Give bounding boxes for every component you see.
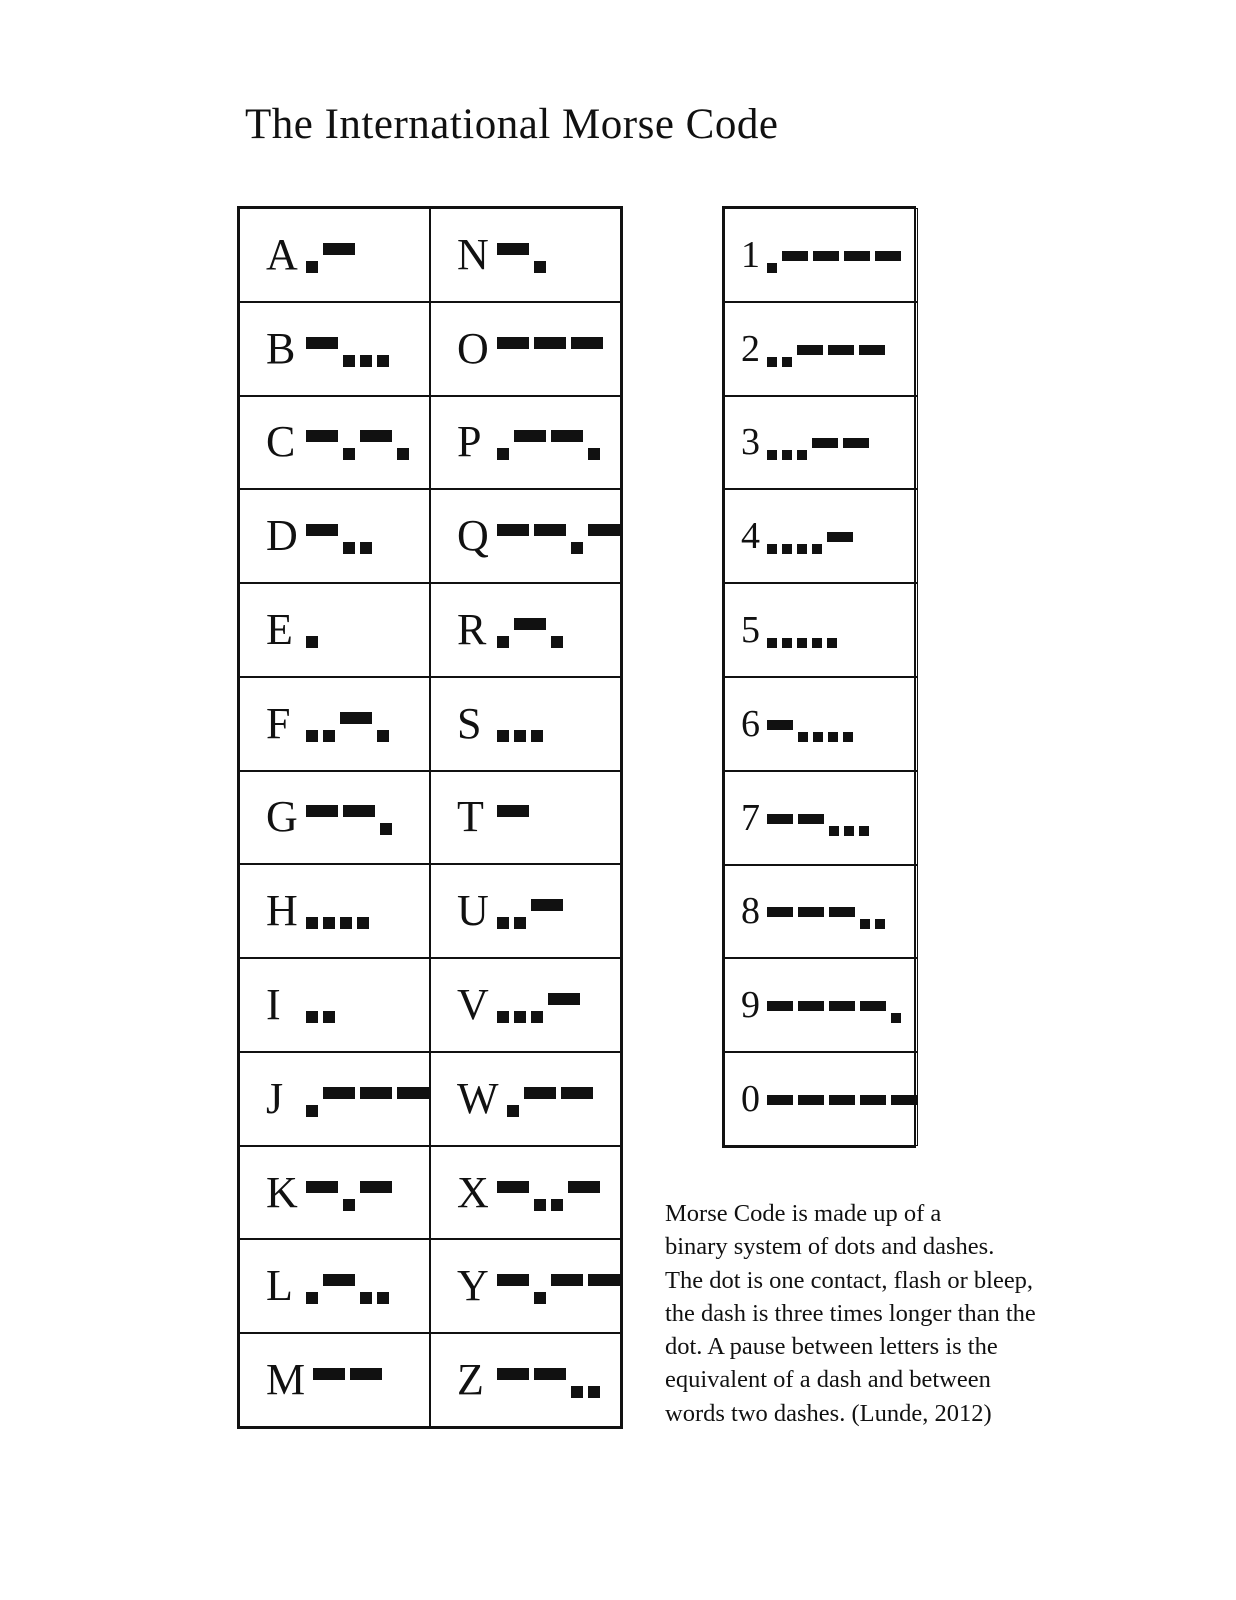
dash-mark xyxy=(827,532,853,542)
morse-code-symbols xyxy=(306,797,392,837)
dash-mark xyxy=(860,1001,886,1011)
morse-cell-t xyxy=(430,771,621,865)
morse-character: G xyxy=(266,792,298,842)
dot-mark xyxy=(306,917,318,929)
dot-mark xyxy=(875,919,885,929)
dash-mark xyxy=(323,1087,355,1099)
dash-mark xyxy=(798,1095,824,1105)
dot-mark xyxy=(497,917,509,929)
letters-table xyxy=(237,206,623,1429)
dot-mark xyxy=(497,1011,509,1023)
dot-mark xyxy=(798,732,808,742)
dash-mark xyxy=(767,814,793,824)
morse-character: Y xyxy=(457,1261,489,1311)
dot-mark xyxy=(343,542,355,554)
dash-mark xyxy=(797,345,823,355)
dash-mark xyxy=(306,524,338,536)
morse-character: W xyxy=(457,1073,499,1123)
dash-mark xyxy=(859,345,885,355)
dash-mark xyxy=(875,251,901,261)
dot-mark xyxy=(306,261,318,273)
morse-code-symbols xyxy=(313,1360,382,1400)
dash-mark xyxy=(813,251,839,261)
dash-mark xyxy=(829,1001,855,1011)
dash-mark xyxy=(343,805,375,817)
dot-mark xyxy=(812,638,822,648)
dot-mark xyxy=(306,730,318,742)
morse-character: E xyxy=(266,604,293,654)
dot-mark xyxy=(531,1011,543,1023)
dash-mark xyxy=(340,712,372,724)
morse-character: S xyxy=(457,698,482,748)
dash-mark xyxy=(588,524,620,536)
morse-code-symbols xyxy=(767,422,869,462)
dot-mark xyxy=(534,1292,546,1304)
morse-code-symbols xyxy=(767,235,901,275)
morse-cell-q xyxy=(430,489,621,583)
morse-code-symbols xyxy=(767,516,853,556)
morse-character: M xyxy=(266,1355,306,1405)
morse-character: C xyxy=(266,417,296,467)
dash-mark xyxy=(514,430,546,442)
morse-code-symbols xyxy=(767,985,901,1025)
morse-character: N xyxy=(457,229,489,279)
morse-character: 3 xyxy=(741,421,760,464)
morse-cell-b xyxy=(239,302,430,396)
dash-mark xyxy=(798,814,824,824)
dot-mark xyxy=(343,355,355,367)
dash-mark xyxy=(360,1087,392,1099)
morse-code-symbols xyxy=(497,797,529,837)
morse-code-symbols xyxy=(767,329,885,369)
dash-mark xyxy=(497,1368,529,1380)
morse-code-symbols xyxy=(497,235,546,275)
morse-code-symbols xyxy=(767,891,885,931)
dot-mark xyxy=(767,357,777,367)
dash-mark xyxy=(497,805,529,817)
morse-character: 6 xyxy=(741,702,760,745)
dot-mark xyxy=(377,355,389,367)
morse-character: X xyxy=(457,1167,489,1217)
morse-character: R xyxy=(457,604,487,654)
morse-cell-e xyxy=(239,583,430,677)
dash-mark xyxy=(568,1181,600,1193)
morse-cell-u xyxy=(430,864,621,958)
dash-mark xyxy=(313,1368,345,1380)
morse-character: 8 xyxy=(741,890,760,933)
morse-code-symbols xyxy=(507,1079,593,1119)
dash-mark xyxy=(767,720,793,730)
dash-mark xyxy=(360,430,392,442)
morse-code-symbols xyxy=(767,1079,917,1119)
morse-cell-c xyxy=(239,396,430,490)
morse-code-symbols xyxy=(497,329,603,369)
morse-character: 2 xyxy=(741,327,760,370)
dot-mark xyxy=(859,826,869,836)
morse-code-symbols xyxy=(497,1173,600,1213)
dot-mark xyxy=(812,544,822,554)
morse-cell-z xyxy=(430,1333,621,1427)
morse-cell-6 xyxy=(724,677,918,771)
dash-mark xyxy=(844,251,870,261)
dot-mark xyxy=(813,732,823,742)
dot-mark xyxy=(551,1199,563,1211)
dash-mark xyxy=(306,1181,338,1193)
dash-mark xyxy=(534,1368,566,1380)
morse-cell-y xyxy=(430,1239,621,1333)
morse-code-symbols xyxy=(306,1079,429,1119)
dash-mark xyxy=(571,337,603,349)
dash-mark xyxy=(798,907,824,917)
morse-code-symbols xyxy=(306,1266,389,1306)
dot-mark xyxy=(534,1199,546,1211)
dash-mark xyxy=(306,337,338,349)
dash-mark xyxy=(829,907,855,917)
morse-code-symbols xyxy=(497,985,580,1025)
morse-cell-5 xyxy=(724,583,918,677)
morse-character: 4 xyxy=(741,515,760,558)
morse-character: 5 xyxy=(741,609,760,652)
morse-code-symbols xyxy=(306,329,389,369)
dot-mark xyxy=(843,732,853,742)
morse-code-symbols xyxy=(497,891,563,931)
morse-cell-n xyxy=(430,208,621,302)
morse-character: Z xyxy=(457,1355,484,1405)
dash-mark xyxy=(397,1087,429,1099)
morse-code-symbols xyxy=(767,610,837,650)
dash-mark xyxy=(323,243,355,255)
morse-code-symbols xyxy=(306,704,389,744)
morse-character: L xyxy=(266,1261,293,1311)
dot-mark xyxy=(343,448,355,460)
morse-code-symbols xyxy=(306,610,318,650)
morse-cell-x xyxy=(430,1146,621,1240)
dash-mark xyxy=(828,345,854,355)
dot-mark xyxy=(380,823,392,835)
morse-character: J xyxy=(266,1073,284,1123)
dot-mark xyxy=(797,638,807,648)
morse-code-symbols xyxy=(306,235,355,275)
dot-mark xyxy=(306,1292,318,1304)
morse-cell-r xyxy=(430,583,621,677)
dot-mark xyxy=(340,917,352,929)
dot-mark xyxy=(514,1011,526,1023)
dot-mark xyxy=(571,542,583,554)
dash-mark xyxy=(551,1274,583,1286)
dot-mark xyxy=(497,636,509,648)
morse-cell-l xyxy=(239,1239,430,1333)
dot-mark xyxy=(514,730,526,742)
dot-mark xyxy=(343,1199,355,1211)
dot-mark xyxy=(306,1011,318,1023)
dot-mark xyxy=(829,826,839,836)
dot-mark xyxy=(782,450,792,460)
morse-character: O xyxy=(457,323,489,373)
morse-code-symbols xyxy=(497,1266,620,1306)
explanation-note xyxy=(665,1197,1105,1430)
morse-cell-7 xyxy=(724,771,918,865)
dash-mark xyxy=(561,1087,593,1099)
dash-mark xyxy=(497,1181,529,1193)
dash-mark xyxy=(588,1274,620,1286)
morse-character: H xyxy=(266,886,298,936)
morse-code-symbols xyxy=(306,985,335,1025)
dash-mark xyxy=(767,907,793,917)
dash-mark xyxy=(843,438,869,448)
digits-table xyxy=(722,206,916,1148)
dash-mark xyxy=(497,243,529,255)
morse-code-symbols xyxy=(497,704,543,744)
morse-cell-1 xyxy=(724,208,918,302)
morse-cell-m xyxy=(239,1333,430,1427)
note-line: The dot is one contact, flash or bleep, xyxy=(665,1266,1034,1294)
morse-cell-p xyxy=(430,396,621,490)
morse-cell-h xyxy=(239,864,430,958)
morse-cell-s xyxy=(430,677,621,771)
morse-cell-d xyxy=(239,489,430,583)
dot-mark xyxy=(360,355,372,367)
morse-code-symbols xyxy=(497,1360,600,1400)
dash-mark xyxy=(812,438,838,448)
dot-mark xyxy=(767,450,777,460)
dash-mark xyxy=(323,1274,355,1286)
note-line: dot. A pause between letters is the xyxy=(665,1333,998,1361)
dash-mark xyxy=(497,524,529,536)
morse-code-symbols xyxy=(497,422,600,462)
dot-mark xyxy=(767,263,777,273)
morse-character: B xyxy=(266,323,296,373)
morse-code-symbols xyxy=(767,798,869,838)
dot-mark xyxy=(797,544,807,554)
dot-mark xyxy=(534,261,546,273)
morse-code-symbols xyxy=(497,610,563,650)
morse-cell-j xyxy=(239,1052,430,1146)
dot-mark xyxy=(588,1386,600,1398)
morse-cell-9 xyxy=(724,958,918,1052)
morse-character: 1 xyxy=(741,233,760,276)
dash-mark xyxy=(829,1095,855,1105)
dot-mark xyxy=(571,1386,583,1398)
morse-character: I xyxy=(266,980,281,1030)
morse-character: K xyxy=(266,1167,298,1217)
note-line: equivalent of a dash and between xyxy=(665,1366,991,1394)
dot-mark xyxy=(497,730,509,742)
dot-mark xyxy=(306,636,318,648)
morse-cell-3 xyxy=(724,396,918,490)
morse-code-symbols xyxy=(306,422,409,462)
morse-cell-2 xyxy=(724,302,918,396)
note-line: the dash is three times longer than the xyxy=(665,1299,1036,1327)
morse-code-symbols xyxy=(767,704,853,744)
dot-mark xyxy=(497,448,509,460)
dot-mark xyxy=(828,732,838,742)
dot-mark xyxy=(507,1105,519,1117)
dot-mark xyxy=(323,917,335,929)
dash-mark xyxy=(860,1095,886,1105)
dot-mark xyxy=(860,919,870,929)
dash-mark xyxy=(534,337,566,349)
morse-character: D xyxy=(266,511,298,561)
dash-mark xyxy=(534,524,566,536)
dash-mark xyxy=(531,899,563,911)
dot-mark xyxy=(782,544,792,554)
dot-mark xyxy=(782,638,792,648)
dot-mark xyxy=(514,917,526,929)
morse-character: U xyxy=(457,886,489,936)
dash-mark xyxy=(551,430,583,442)
morse-character: F xyxy=(266,698,291,748)
morse-character: A xyxy=(266,229,298,279)
morse-character: 0 xyxy=(741,1078,760,1121)
dot-mark xyxy=(531,730,543,742)
morse-cell-v xyxy=(430,958,621,1052)
dot-mark xyxy=(782,357,792,367)
morse-cell-8 xyxy=(724,865,918,959)
dash-mark xyxy=(360,1181,392,1193)
dot-mark xyxy=(827,638,837,648)
morse-code-symbols xyxy=(306,516,372,556)
morse-character: V xyxy=(457,980,489,1030)
morse-cell-i xyxy=(239,958,430,1052)
dot-mark xyxy=(551,636,563,648)
dot-mark xyxy=(377,1292,389,1304)
dot-mark xyxy=(360,1292,372,1304)
dash-mark xyxy=(306,430,338,442)
page-title: The International Morse Code xyxy=(245,101,779,148)
morse-cell-w xyxy=(430,1052,621,1146)
dash-mark xyxy=(548,993,580,1005)
morse-code-symbols xyxy=(306,891,369,931)
morse-cell-g xyxy=(239,771,430,865)
morse-character: 9 xyxy=(741,984,760,1027)
morse-code-symbols xyxy=(497,516,620,556)
morse-character: Q xyxy=(457,511,489,561)
dot-mark xyxy=(323,1011,335,1023)
dot-mark xyxy=(844,826,854,836)
dash-mark xyxy=(306,805,338,817)
dash-mark xyxy=(891,1095,917,1105)
dot-mark xyxy=(357,917,369,929)
morse-cell-4 xyxy=(724,489,918,583)
dash-mark xyxy=(497,337,529,349)
morse-cell-f xyxy=(239,677,430,771)
dash-mark xyxy=(350,1368,382,1380)
note-line: binary system of dots and dashes. xyxy=(665,1233,995,1261)
dot-mark xyxy=(588,448,600,460)
dot-mark xyxy=(767,544,777,554)
dot-mark xyxy=(891,1013,901,1023)
dot-mark xyxy=(797,450,807,460)
dash-mark xyxy=(798,1001,824,1011)
note-line: Morse Code is made up of a xyxy=(665,1200,942,1227)
morse-cell-k xyxy=(239,1146,430,1240)
dash-mark xyxy=(514,618,546,630)
dot-mark xyxy=(323,730,335,742)
morse-cell-o xyxy=(430,302,621,396)
dot-mark xyxy=(306,1105,318,1117)
dash-mark xyxy=(767,1095,793,1105)
note-line: words two dashes. (Lunde, 2012) xyxy=(665,1399,992,1427)
dash-mark xyxy=(767,1001,793,1011)
dash-mark xyxy=(782,251,808,261)
morse-character: P xyxy=(457,417,482,467)
dot-mark xyxy=(377,730,389,742)
dash-mark xyxy=(497,1274,529,1286)
dash-mark xyxy=(524,1087,556,1099)
morse-character: 7 xyxy=(741,796,760,839)
morse-character: T xyxy=(457,792,484,842)
morse-cell-a xyxy=(239,208,430,302)
dot-mark xyxy=(397,448,409,460)
dot-mark xyxy=(767,638,777,648)
morse-code-symbols xyxy=(306,1173,392,1213)
dot-mark xyxy=(360,542,372,554)
morse-cell-0 xyxy=(724,1052,918,1146)
